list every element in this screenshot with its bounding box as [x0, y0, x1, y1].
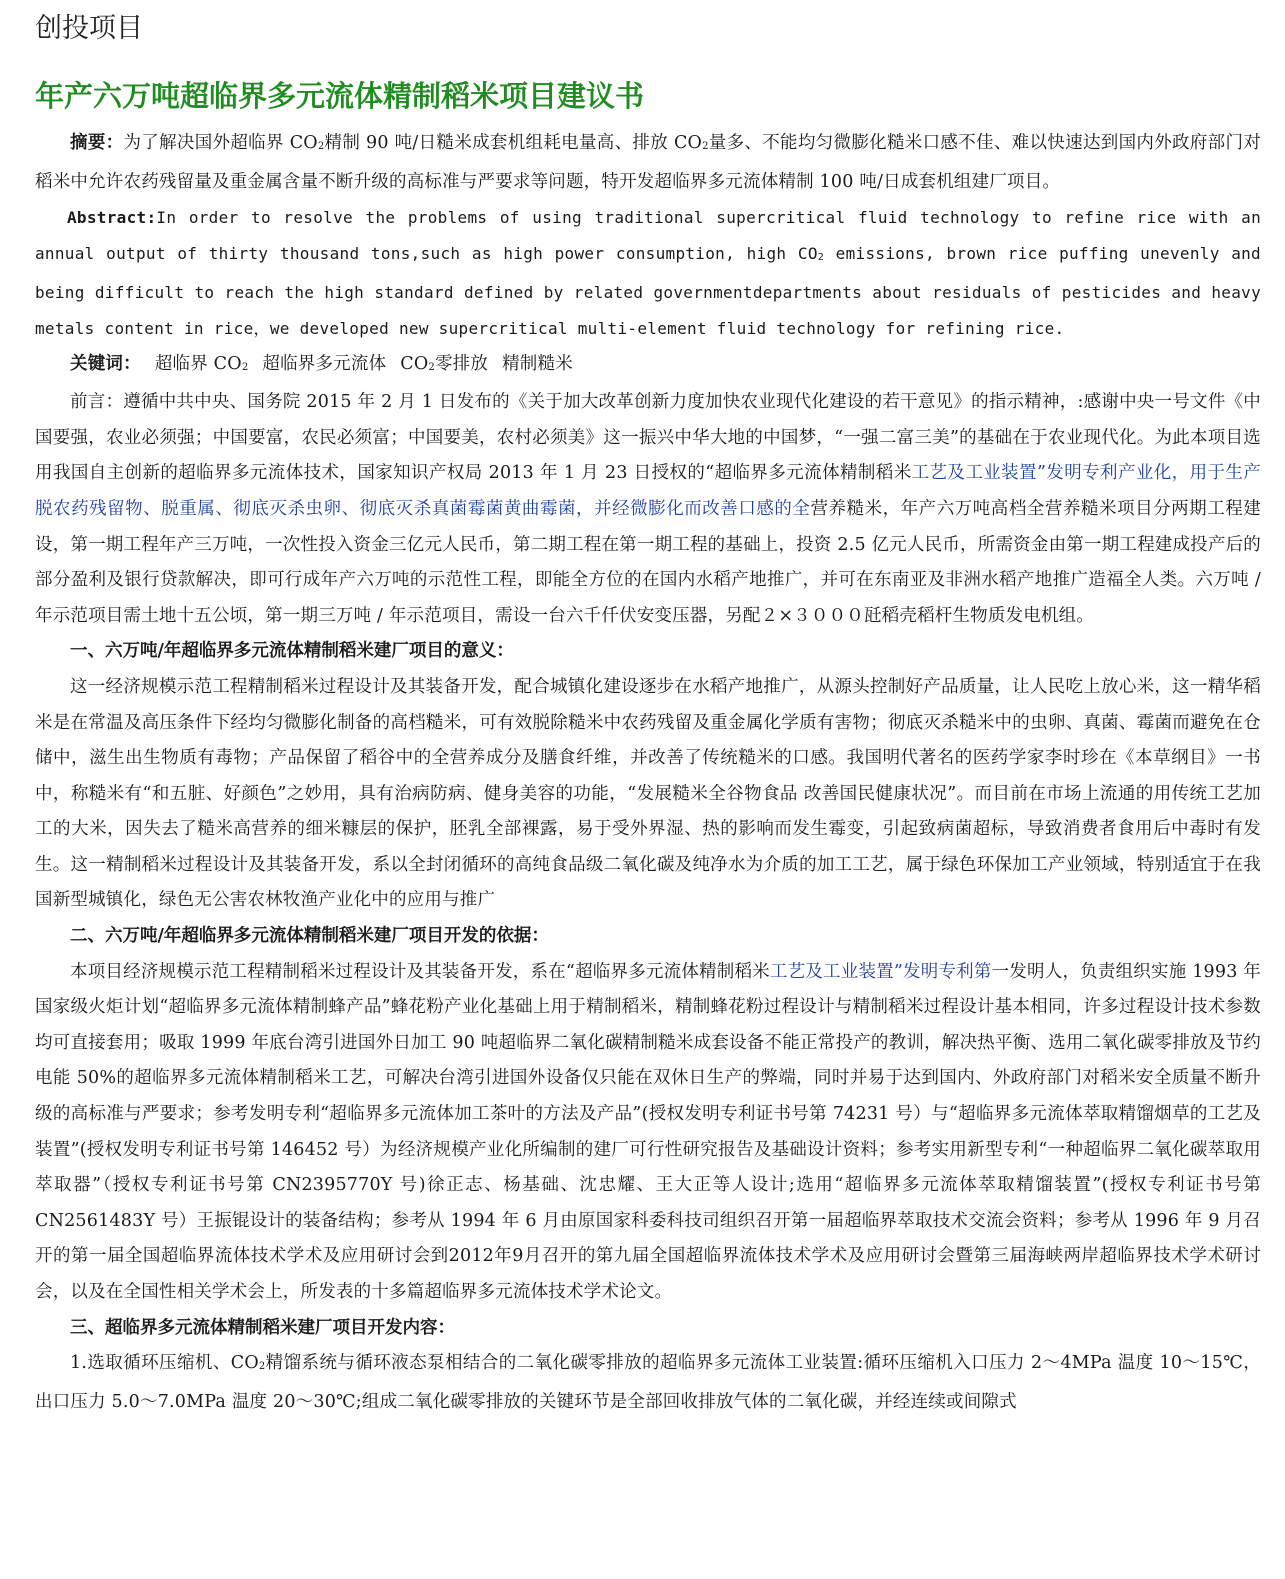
keywords: 关键词： 超临界 $CO_2$ 超临界多元流体 $CO_2$零排放 精制糙米 — [70, 353, 573, 374]
keyword: 超临界 CO — [154, 353, 242, 374]
keyword: CO — [400, 353, 429, 374]
patent-link[interactable]: 工艺及工业装置”发明专利第 — [769, 961, 992, 982]
section-body: 这一经济规模示范工程精制稻米过程设计及其装备开发，配合城镇化建设逐步在水稻产地推广，从源头控制好产品质量，让人民吃上放心米，这一精华稻米是在常温及高压条件下经均匀微膨化制备的高档糙米，可有效脱除糙米中农药残留及重金属化学质有害物；彻底灭杀糙米中的虫卵、真菌、霉菌而避免在仓储中，滋生出生物质有毒物；产品保留了稻谷中的全营养成分及膳食纤维，并改善了传统糙米的口感。我国明代著名的医药学家李时珍在《本草纲目》一书中，称糙米有“和五脏、好颜色”之妙用，具有治病防病、健身美容的功能，“发展糙米全谷物食品 改善国民健康状况”。而目前在市场上流通的用传统工艺加工的大米，因失去了糙米高营养的细米糠层的保护，胚乳全部裸露，易于受外界湿、热的影响而发生霉变，引起致病菌超标，导致消费者食用后中毒时有发生。这一精制稻米过程设计及其装备开发，系以全封闭循环的高纯食品级二氧化碳及纯净水为介质的加工工艺，属于绿色环保加工产业领域，特别适宜于在我国新型城镇化，绿色无公害农林牧渔产业化中的应用与推广 — [35, 676, 1261, 911]
abstract-cn: 摘要：为了解决国外超临界 $CO_2$精制 90 吨/日糙米成套机组耗电量高、排放 $CO_2$量多、不能均匀微膨化糙米口感不佳、难以快速达到国内外政府部门对稻米中允许农药残留量及重金属含量不断升级的高标准与严要求等问题，特开发超临界多元流体精制 100 吨/日成套机组建厂项目。 — [35, 133, 1262, 192]
keywords-label: 关键词： — [70, 353, 141, 374]
section-heading: 二、六万吨/年超临界多元流体精制稻米建厂项目开发的依据： — [70, 926, 549, 947]
section-body: 本项目经济规模示范工程精制稻米过程设计及其装备开发，系在“超临界多元流体精制稻米工艺及工业装置”发明专利第一发明人，负责组织实施 1993 年国家级火炬计划“超临界多元流体精制蜂产品”蜂花粉产业化基础上用于精制稻米，精制蜂花粉过程设计与精制稻米过程设计基本相同，许多过程设计技术参数均可直接套用；吸取 1999 年底台湾引进国外日加工 90 吨超临界二氧化碳精制糙米成套设备不能正常投产的教训，解决热平衡、选用二氧化碳零排放及节约电能 50%的超临界多元流体精制稻米工艺，可解决台湾引进国外设备仅只能在双休日生产的弊端，同时并易于达到国内、外政府部门对稻米安全质量不断升级的高标准与严要求；参考发明专利“超临界多元流体加工茶叶的方法及产品”(授权发明专利证书号第 74231 号）与“超临界多元流体萃取精馏烟草的工艺及装置”(授权发明专利证书号第 146452 号）为经济规模产业化所编制的建厂可行性研究报告及基础设计资料；参考实用新型专利“一种超临界二氧化碳萃取用萃取器”（授权专利证书号第 CN2395770Y 号)徐正志、杨基础、沈忠耀、王大正等人设计;选用“超临界多元流体萃取精馏装置”(授权专利证书号第 CN2561483Y 号）王振锟设计的装备结构；参考从 1994 年 6 月由原国家科委科技司组织召开第一届超临界萃取技术交流会资料；参考从 1996 年 9 月召开的第一届全国超临界流体技术学术及应用研讨会到2012年9月召开的第九届全国超临界流体技术学术及应用研讨会暨第三届海峡两岸超临界技术学术研讨会，以及在全国性相关学术会上，所发表的十多篇超临界多元流体技术学术论文。 — [35, 961, 1261, 1302]
keyword: 精制糙米 — [502, 353, 573, 374]
document-page — [35, 0, 1261, 1420]
section-body: 1.选取循环压缩机、$CO_2$精馏系统与循环液态泵相结合的二氧化碳零排放的超临界多元流体工业装置:循环压缩机入口压力 2～4MPa 温度 10～15℃，出口压力 5.0～7.0MPa 温度 20～30℃;组成二氧化碳零排放的关键环节是全部回收排放气体的二氧化碳，并经连续或间隙式 — [35, 1353, 1261, 1412]
abstract-cn-label: 摘要： — [70, 133, 124, 153]
preface: 前言：遵循中共中央、国务院 2015 年 2 月 1 日发布的《关于加大改革创新力度加快农业现代化建设的若干意见》的指示精神，:感谢中央一号文件《中国要强，农业必须强；中国要富，农民必须富；中国要美，农村必须美》这一振兴中华大地的中国梦，“一强二富三美”的基础在于农业现代化。为此本项目选用我国自主创新的超临界多元流体技术，国家知识产权局 2013 年 1 月 23 日授权的“超临界多元流体精制稻米工艺及工业装置”发明专利产业化，用于生产脱农药残留物、脱重属、彻底灭杀虫卵、彻底灭杀真菌霉菌黄曲霉菌，并经微膨化而改善口感的全营养糙米，年产六万吨高档全营养糙米项目分两期工程建设，第一期工程年产三万吨，一次性投入资金三亿元人民币，第二期工程在第一期工程的基础上，投资 2.5 亿元人民币，所需资金由第一期工程建成投产后的部分盈利及银行贷款解决，即可行成年产六万吨的示范性工程，即能全方位的在国内水稻产地推广，并可在东南亚及非洲水稻产地推广造福全人类。六万吨 / 年示范项目需土地十五公顷，第一期三万吨 / 年示范项目，需设一台六千仟伏安变压器，另配２×３０００瓩稻壳稻杆生物质发电机组。 — [35, 392, 1261, 626]
patent-link[interactable]: 工艺及工业装置”发明专利产业化，用于生产脱农药残留物、脱重属、彻底灭杀虫卵、彻底灭杀真菌霉菌黄曲霉菌，并经微膨化而改善口感的全 — [35, 463, 1261, 519]
document-title: 年产六万吨超临界多元流体精制稻米项目建议书 — [35, 79, 645, 113]
abstract-en: Abstract:In order to resolve the problems of using traditional supercritical fluid technology to refine rice with an annual output of thirty thousand tons,such as high power consumption, high $CO_2$ emissions, brown rice puffing unevenly and being difficult to reach the high standard defined by related governmentdepartments about residuals of pesticides and heavy metals content in rice，we developed new supercritical multi-element fluid technology for refining rice. — [35, 208, 1261, 338]
category-label: 创投项目 — [35, 13, 143, 44]
abstract-en-label: Abstract: — [67, 208, 157, 228]
keyword: 超临界多元流体 — [262, 353, 387, 374]
section-heading: 一、六万吨/年超临界多元流体精制稻米建厂项目的意义： — [70, 641, 514, 662]
section-heading: 三、超临界多元流体精制稻米建厂项目开发内容： — [70, 1317, 455, 1338]
